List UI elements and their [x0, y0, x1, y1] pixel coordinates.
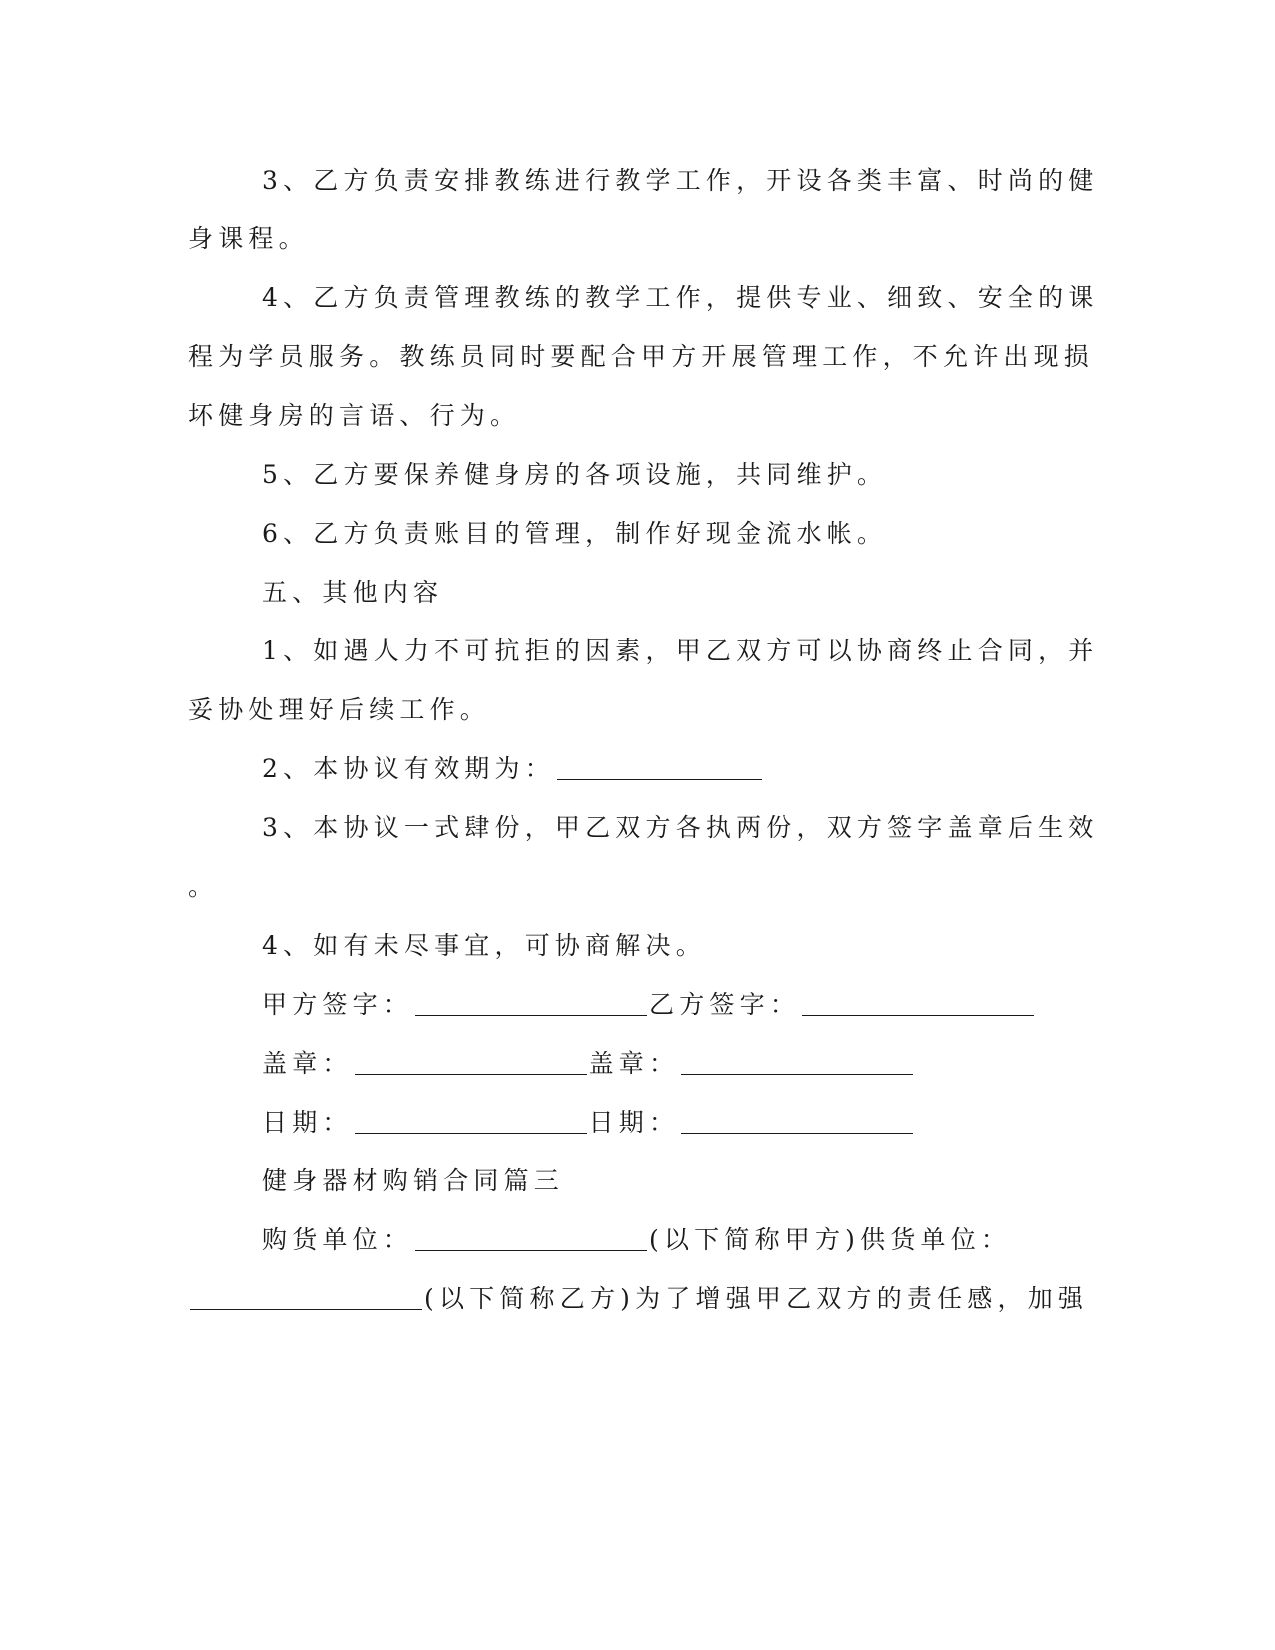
section-heading: 五、其他内容 [262, 578, 444, 607]
buyer-blank [415, 1226, 647, 1251]
seal-a-blank [355, 1050, 587, 1075]
supplier-line [188, 1282, 1088, 1316]
validity-blank [557, 755, 762, 780]
validity-line [262, 752, 764, 786]
seal-row [262, 1047, 915, 1081]
date-row [262, 1106, 915, 1140]
buyer-suffix: (以下简称甲方)供货单位： [649, 1225, 1012, 1254]
section-title: 健身器材购销合同篇三 [262, 1166, 565, 1195]
paragraph-line: 6、乙方负责账目的管理，制作好现金流水帐。 [262, 519, 888, 548]
seal-b-blank [681, 1050, 913, 1075]
paragraph-line: 4、乙方负责管理教练的教学工作，提供专业、细致、安全的课 [262, 283, 1099, 312]
seal-a-label: 盖章： [262, 1049, 353, 1078]
buyer-line [262, 1223, 1011, 1257]
paragraph-line: 。 [188, 872, 219, 901]
paragraph-line: 身课程。 [188, 224, 309, 253]
paragraph-line: 坏健身房的言语、行为。 [188, 401, 521, 430]
party-b-sign-blank [802, 991, 1034, 1016]
date-b-blank [681, 1109, 913, 1134]
validity-label: 2、本协议有效期为： [262, 754, 555, 783]
date-a-blank [355, 1109, 587, 1134]
paragraph-line: 程为学员服务。教练员同时要配合甲方开展管理工作，不允许出现损 [188, 342, 1095, 371]
paragraph-line: 3、乙方负责安排教练进行教学工作，开设各类丰富、时尚的健 [262, 166, 1099, 195]
party-a-sign-label: 甲方签字： [262, 990, 414, 1019]
party-a-sign-blank [415, 991, 647, 1016]
signature-row [262, 988, 1036, 1022]
supplier-blank [190, 1285, 422, 1310]
paragraph-line: 5、乙方要保养健身房的各项设施，共同维护。 [262, 460, 888, 489]
paragraph-line: 1、如遇人力不可抗拒的因素，甲乙双方可以协商终止合同，并 [262, 636, 1099, 665]
supplier-suffix: (以下简称乙方)为了增强甲乙双方的责任感，加强 [424, 1284, 1089, 1313]
paragraph-line: 妥协处理好后续工作。 [188, 695, 491, 724]
paragraph-line: 4、如有未尽事宜，可协商解决。 [262, 931, 706, 960]
paragraph-line: 3、本协议一式肆份，甲乙双方各执两份，双方签字盖章后生效 [262, 813, 1099, 842]
buyer-label: 购货单位： [262, 1225, 414, 1254]
seal-b-label: 盖章： [588, 1049, 680, 1078]
party-b-sign-label: 乙方签字： [649, 990, 801, 1019]
date-a-label: 日期： [262, 1108, 353, 1137]
date-b-label: 日期： [588, 1108, 680, 1137]
